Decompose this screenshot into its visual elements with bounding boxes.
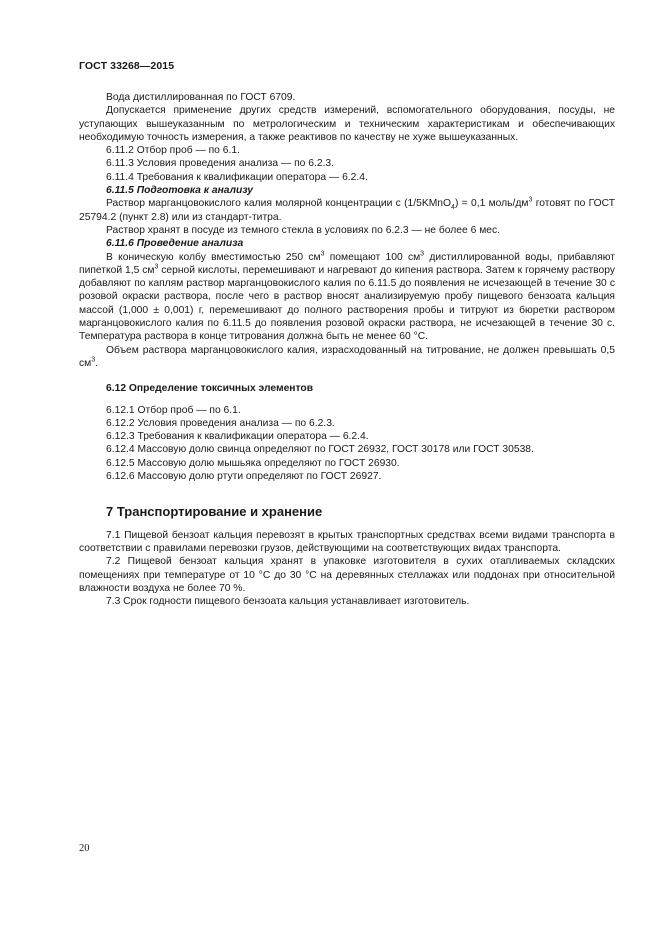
text-run: В коническую колбу вместимостью 250 см [106,251,321,263]
paragraph: 6.12.3 Требования к квалификации оператора — 6.2.4. [106,431,369,443]
text-run: Объем раствора марганцовокислого калия, израсходованный на титрование, не должен превышать 0,5 см [79,344,615,369]
document-body [79,91,615,608]
text-run: дистиллированной воды, прибавляют пипеткой 1,5 см [79,251,615,276]
paragraph: Вода дистиллированная по ГОСТ 6709. [106,92,296,103]
paragraph: 6.12.5 Массовую долю мышьяка определяют по ГОСТ 26930. [106,457,400,469]
document-header: ГОСТ 33268—2015 [79,60,175,72]
paragraph: Раствор хранят в посуде из темного стекла в условиях по 6.2.3 — не более 6 мес. [106,224,501,236]
paragraph: 6.11.2 Отбор проб — по 6.1. [106,145,240,157]
superscript: 3 [320,250,325,258]
section-heading: 6.12 Определение токсичных элементов [106,383,314,395]
paragraph [79,344,615,371]
text-run: помещают 100 см [324,251,421,263]
subscript: 4 [451,204,455,212]
paragraph: 7.2 Пищевой бензоат кальция хранят в упаковке изготовителя в сухих отапливаемых складских помещениях при температуре от 10 °С до 30 °С на деревянных стеллажах или поддонах при относительной влажности воздуха не более 70 %. [79,556,615,594]
paragraph: 6.11.3 Условия проведения анализа — по 6.2.3. [106,158,335,170]
paragraph: 6.11.4 Требования к квалификации оператора — 6.2.4. [106,171,368,183]
text-run: . [95,357,99,369]
page-number: 20 [79,843,90,854]
superscript: 3 [91,356,96,364]
paragraph [79,197,615,224]
paragraph: 6.12.4 Массовую долю свинца определяют по ГОСТ 26932, ГОСТ 30178 или ГОСТ 30538. [106,444,534,456]
paragraph: 6.12.2 Условия проведения анализа — по 6.2.3. [106,417,335,429]
text-run: серной кислоты, перемешивают и нагревают до кипения раствора. Затем к горячему раствору добавляют по каплям раствор марганцовокислого калия по 6.11.5 до появления не исчезающей в течение 30 с розовой окраски раствора, после чего в раствор вносят анализируемую пробу пищевого бензоата кальция массой (1,000 ± 0,001) г, перемешивают до полного растворения пробы и титруют из бюретки раствором марганцовокислого калия по 6.11.5 до появления розовой окраски раствора, не исчезающей в течение 30 с. Температура раствора в конце титрования должна быть не менее 60 °С. [79,264,616,343]
subsection-heading: 6.11.6 Проведение анализа [106,238,244,250]
text-run: Раствор марганцовокислого калия молярной концентрации c (1/5KMnO [106,198,452,210]
paragraph: 7.3 Срок годности пищевого бензоата кальция устанавливает изготовитель. [106,596,470,608]
superscript: 3 [154,263,159,271]
subsection-heading: 6.11.5 Подготовка к анализу [106,185,253,197]
text-run: готовят по ГОСТ 25794.2 (пункт 2.8) или из стандарт-титра. [79,198,616,223]
paragraph: Допускается применение других средств измерений, вспомогательного оборудования, посуды, не уступающих вышеуказанным по метрологическим и техническим характеристикам и обеспечивающих необходимую точность измерения, а также реактивов по качеству не хуже вышеуказанных. [79,105,615,143]
paragraph: 6.12.6 Массовую долю ртути определяют по ГОСТ 26927. [106,471,382,483]
paragraph [79,251,615,344]
paragraph: 7.1 Пищевой бензоат кальция перевозят в крытых транспортных средствах всеми видами транспорта в соответствии с правилами перевозки грузов, действующими на соответствующих видах транспорта. [79,529,615,554]
text-run: ) = 0,1 моль/дм [454,198,529,210]
paragraph: 6.12.1 Отбор проб — по 6.1. [106,404,241,416]
superscript: 3 [528,196,533,204]
chapter-heading: 7 Транспортирование и хранение [106,504,323,520]
superscript: 3 [420,250,425,258]
